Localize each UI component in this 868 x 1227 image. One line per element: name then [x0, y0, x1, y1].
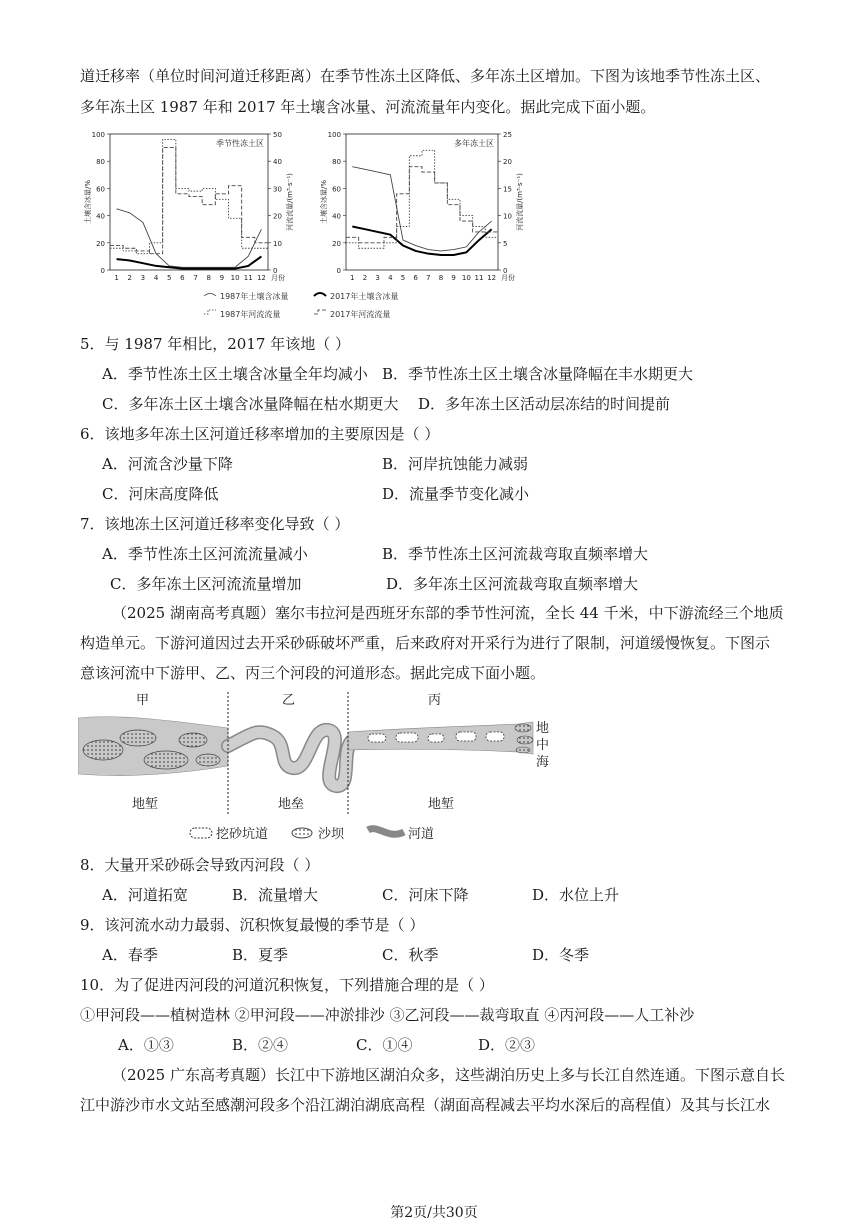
- left-tick-label: 100: [327, 131, 341, 139]
- left-tick-label: 60: [96, 185, 105, 194]
- left-tick-label: 60: [332, 185, 341, 194]
- legend-channel-icon: [368, 829, 404, 835]
- label-sea-3: 海: [536, 755, 550, 770]
- right-tick-label: 0: [503, 267, 508, 275]
- q8-option-a[interactable]: A．河道拓宽: [102, 886, 188, 904]
- x-tick-label: 1: [114, 274, 119, 282]
- q6-option-c[interactable]: C．河床高度降低: [102, 485, 219, 503]
- x-tick-label: 5: [167, 274, 172, 282]
- q9-stem: 9．该河流水动力最弱、沉积恢复最慢的季节是（ ）: [80, 916, 425, 934]
- q7-option-b[interactable]: B．季节性冻土区河流裁弯取直频率增大: [382, 545, 649, 563]
- chart-permafrost: [319, 131, 524, 282]
- right-tick-label: 50: [273, 131, 282, 139]
- left-axis-label: 土壤含冰量/%: [84, 179, 92, 225]
- x-tick-label: 8: [438, 274, 444, 282]
- intro-line-1: 道迁移率（单位时间河道迁移距离）在季节性冻土区降低、多年冻土区增加。下图为该地季节性冻土区、: [80, 67, 771, 85]
- x-tick-label: 10: [461, 274, 471, 282]
- q7-option-c[interactable]: C．多年冻土区河流流量增加: [110, 575, 302, 593]
- q5-option-a[interactable]: A．季节性冻土区土壤含冰量全年均减小: [102, 365, 368, 383]
- chart-title: 多年冻土区: [454, 139, 494, 148]
- series-line: [352, 226, 491, 255]
- label-bing: 丙: [428, 693, 442, 708]
- series-line: [117, 209, 262, 267]
- q6-option-b[interactable]: B．河岸抗蚀能力减弱: [382, 455, 529, 473]
- right-axis-label: 河流流量/(m³·s⁻¹): [286, 173, 294, 231]
- q9-option-b[interactable]: B．夏季: [232, 946, 289, 964]
- q8-option-b[interactable]: B．流量增大: [232, 886, 319, 904]
- right-tick-label: 10: [503, 212, 512, 221]
- legend-bar-icon: [292, 828, 312, 838]
- label-sea-2: 中: [536, 738, 550, 753]
- x-tick-label: 12: [487, 274, 497, 282]
- series-line: [117, 256, 262, 268]
- x-tick-label: 9: [451, 274, 456, 282]
- q10-stem: 10．为了促进丙河段的河道沉积恢复，下列措施合理的是（ ）: [80, 976, 494, 994]
- x-tick-label: 7: [193, 274, 198, 282]
- legend-2017-flow: 2017年河流流量: [330, 310, 391, 319]
- right-tick-label: 30: [273, 185, 282, 194]
- x-tick-label: 10: [230, 274, 240, 282]
- legend-2017-flow-marker: [314, 310, 326, 314]
- q8-stem: 8．大量开采砂砾会导致丙河段（ ）: [80, 856, 320, 874]
- q5-option-b[interactable]: B．季节性冻土区土壤含冰量降幅在丰水期更大: [382, 365, 694, 383]
- q10-option-a[interactable]: A．①③: [118, 1036, 174, 1054]
- x-tick-label: 3: [140, 274, 146, 282]
- q5-option-d[interactable]: D．多年冻土区活动层冻结的时间提前: [418, 395, 671, 413]
- right-tick-label: 40: [273, 158, 282, 167]
- legend-1987-ice: 1987年土壤含冰量: [220, 292, 289, 301]
- x-tick-label: 11: [243, 274, 253, 282]
- x-tick-label: 9: [219, 274, 225, 282]
- right-tick-label: 15: [503, 185, 512, 194]
- x-tick-label: 2: [127, 274, 132, 282]
- q5-option-c[interactable]: C．多年冻土区土壤含冰量降幅在枯水期更大: [102, 395, 399, 413]
- q9-option-c[interactable]: C．秋季: [382, 946, 439, 964]
- q9-option-a[interactable]: A．春季: [102, 946, 158, 964]
- intro-line-2: 多年冻土区 1987 年和 2017 年土壤含冰量、河流流量年内变化。据此完成下面小题。: [80, 98, 656, 116]
- passage3-line-2: 江中游沙市水文站至感潮河段多个沿江湖泊湖底高程（湖面高程减去平均水深后的高程值）及其与长江水: [80, 1096, 771, 1114]
- chart-title: 季节性冻土区: [216, 139, 264, 148]
- left-tick-label: 100: [91, 131, 105, 139]
- x-tick-label: 5: [400, 274, 406, 282]
- chart-seasonal-frozen: [83, 131, 294, 282]
- left-tick-label: 0: [100, 267, 105, 275]
- left-tick-label: 40: [96, 212, 105, 221]
- legend-bar: 沙坝: [318, 827, 345, 842]
- series-line: [346, 150, 498, 248]
- left-axis-label: 土壤含冰量/%: [320, 179, 328, 225]
- q9-option-d[interactable]: D．冬季: [532, 946, 590, 964]
- chart-legend: [204, 291, 398, 319]
- series-line: [352, 167, 491, 251]
- legend-channel: 河道: [408, 827, 435, 842]
- right-axis-label: 河流流量/(m³·s⁻¹): [516, 173, 524, 231]
- label-graben-right: 地堑: [428, 797, 455, 812]
- q7-stem: 7．该地冻土区河道迁移率变化导致（ ）: [80, 515, 350, 533]
- x-tick-label: 6: [413, 274, 418, 282]
- legend-1987-flow: 1987年河流流量: [220, 310, 281, 319]
- left-tick-label: 20: [96, 239, 105, 248]
- left-tick-label: 80: [96, 158, 105, 167]
- x-tick-label: 3: [375, 274, 380, 282]
- river-legend: [190, 826, 434, 842]
- legend-1987-flow-marker: [204, 310, 216, 314]
- right-tick-label: 0: [273, 267, 278, 275]
- river-segment-diagram: [78, 688, 568, 848]
- page-number: 第2页/共30页: [390, 1205, 478, 1221]
- x-tick-label: 7: [426, 274, 431, 282]
- q10-items: ①甲河段——植树造林 ②甲河段——冲淤排沙 ③乙河段——裁弯取直 ④丙河段——人工补沙: [80, 1006, 695, 1024]
- q10-option-b[interactable]: B．②④: [232, 1036, 289, 1054]
- x-tick-label: 4: [388, 274, 393, 282]
- q8-option-c[interactable]: C．河床下降: [382, 886, 469, 904]
- q6-option-d[interactable]: D．流量季节变化减小: [382, 485, 530, 503]
- label-yi: 乙: [282, 693, 296, 708]
- x-axis-label: 月份: [271, 274, 285, 282]
- x-tick-label: 8: [206, 274, 211, 282]
- x-tick-label: 1: [350, 274, 355, 282]
- label-horst: 地垒: [278, 797, 305, 812]
- series-line: [346, 167, 498, 243]
- x-tick-label: 12: [256, 274, 266, 282]
- q6-option-a[interactable]: A．河流含沙量下降: [102, 455, 233, 473]
- label-graben-left: 地堑: [132, 797, 159, 812]
- left-tick-label: 80: [332, 158, 341, 167]
- plot-frame: [110, 134, 268, 270]
- passage2-line-2: 构造单元。下游河道因过去开采砂砾破坏严重，后来政府对开采行为进行了限制，河道缓慢恢复。下图示: [80, 634, 771, 652]
- x-tick-label: 4: [153, 274, 159, 282]
- label-sea-1: 地: [536, 721, 550, 736]
- left-tick-label: 40: [332, 212, 341, 221]
- passage2-line-3: 意该河流中下游甲、乙、丙三个河段的河道形态。据此完成下面小题。: [80, 664, 546, 682]
- legend-pit: 挖砂坑道: [216, 827, 269, 842]
- label-jia: 甲: [136, 693, 150, 708]
- q10-option-d[interactable]: D．②③: [478, 1036, 536, 1054]
- passage3-line-1: （2025 广东高考真题）长江中下游地区湖泊众多，这些湖泊历史上多与长江自然连通。下图示意自长: [112, 1066, 785, 1084]
- right-tick-label: 10: [273, 239, 282, 248]
- x-tick-label: 11: [474, 274, 484, 282]
- legend-2017-ice-marker: [314, 293, 326, 296]
- right-tick-label: 20: [273, 212, 282, 221]
- q5-stem: 5．与 1987 年相比，2017 年该地（ ）: [80, 335, 350, 353]
- left-tick-label: 20: [332, 239, 341, 248]
- x-tick-label: 6: [180, 274, 185, 282]
- legend-pit-icon: [190, 828, 212, 838]
- right-tick-label: 25: [503, 131, 512, 139]
- legend-2017-ice: 2017年土壤含冰量: [330, 292, 399, 301]
- legend-1987-ice-marker: [204, 294, 216, 297]
- ice-flow-charts: [78, 124, 528, 326]
- passage2-line-1: （2025 湖南高考真题）塞尔韦拉河是西班牙东部的季节性河流，全长 44 千米，中下游流经三个地质: [112, 604, 784, 622]
- right-tick-label: 20: [503, 158, 512, 167]
- q6-stem: 6．该地多年冻土区河道迁移率增加的主要原因是（ ）: [80, 425, 440, 443]
- q7-option-d[interactable]: D．多年冻土区河流裁弯取直频率增大: [386, 575, 639, 593]
- q7-option-a[interactable]: A．季节性冻土区河流流量减小: [102, 545, 308, 563]
- x-tick-label: 2: [362, 274, 368, 282]
- series-line: [110, 148, 268, 254]
- q10-option-c[interactable]: C．①④: [356, 1036, 413, 1054]
- right-tick-label: 5: [503, 239, 508, 248]
- left-tick-label: 0: [336, 267, 341, 275]
- x-axis-label: 月份: [501, 274, 515, 282]
- q8-option-d[interactable]: D．水位上升: [532, 886, 620, 904]
